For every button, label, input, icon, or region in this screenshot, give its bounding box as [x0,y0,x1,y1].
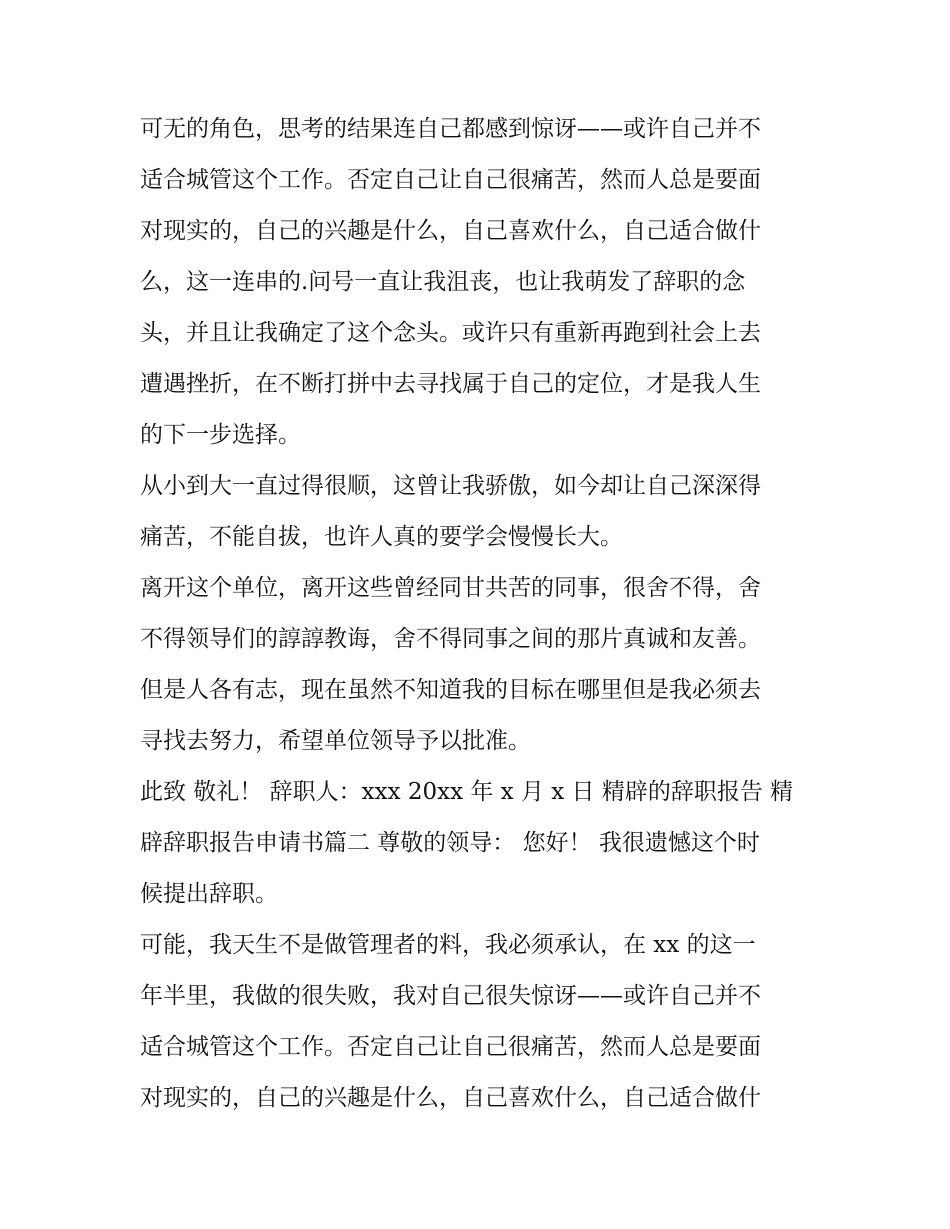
text-line: 辟辞职报告申请书篇二 尊敬的领导： 您好！ 我很遗憾这个时 [140,830,760,856]
text-line: 头，并且让我确定了这个念头。或许只有重新再跑到社会上去 [140,320,761,346]
text-line: 遭遇挫折，在不断打拼中去寻找属于自己的定位，才是我人生 [140,371,761,397]
text-line: 可能，我天生不是做管理者的料，我必须承认，在 xx 的这一 [140,932,756,958]
text-line: 适合城管这个工作。否定自己让自己很痛苦，然而人总是要面 [140,1034,761,1060]
text-line: 可无的角色，思考的结果连自己都感到惊讶——或许自己并不 [140,116,761,142]
text-line: 候提出辞职。 [140,881,278,907]
text-line: 从小到大一直过得很顺，这曾让我骄傲，如今却让自己深深得 [140,473,761,499]
text-line: 离开这个单位，离开这些曾经同甘共苦的同事，很舍不得，舍 [140,575,761,601]
text-line: 年半里，我做的很失败，我对自己很失惊讶——或许自己并不 [140,983,761,1009]
text-line: 对现实的，自己的兴趣是什么，自己喜欢什么，自己适合做什 [140,1085,761,1111]
text-line: 痛苦，不能自拔，也许人真的要学会慢慢长大。 [140,524,623,550]
text-line: 寻找去努力，希望单位领导予以批准。 [140,728,531,754]
text-line: 此致 敬礼！ 辞职人：xxx 20xx 年 x 月 x 日 精辟的辞职报告 精 [140,779,794,805]
text-line: 的下一步选择。 [140,422,301,448]
document-body [140,104,820,1124]
text-line: 对现实的，自己的兴趣是什么，自己喜欢什么，自己适合做什 [140,218,761,244]
text-line: 不得领导们的諄諄教诲，舍不得同事之间的那片真诚和友善。 [140,626,761,652]
text-line: 但是人各有志，现在虽然不知道我的目标在哪里但是我必须去 [140,677,761,703]
text-line: 适合城管这个工作。否定自己让自己很痛苦，然而人总是要面 [140,167,761,193]
text-line: 么，这一连串的.问号一直让我沮丧，也让我萌发了辞职的念 [140,269,746,295]
